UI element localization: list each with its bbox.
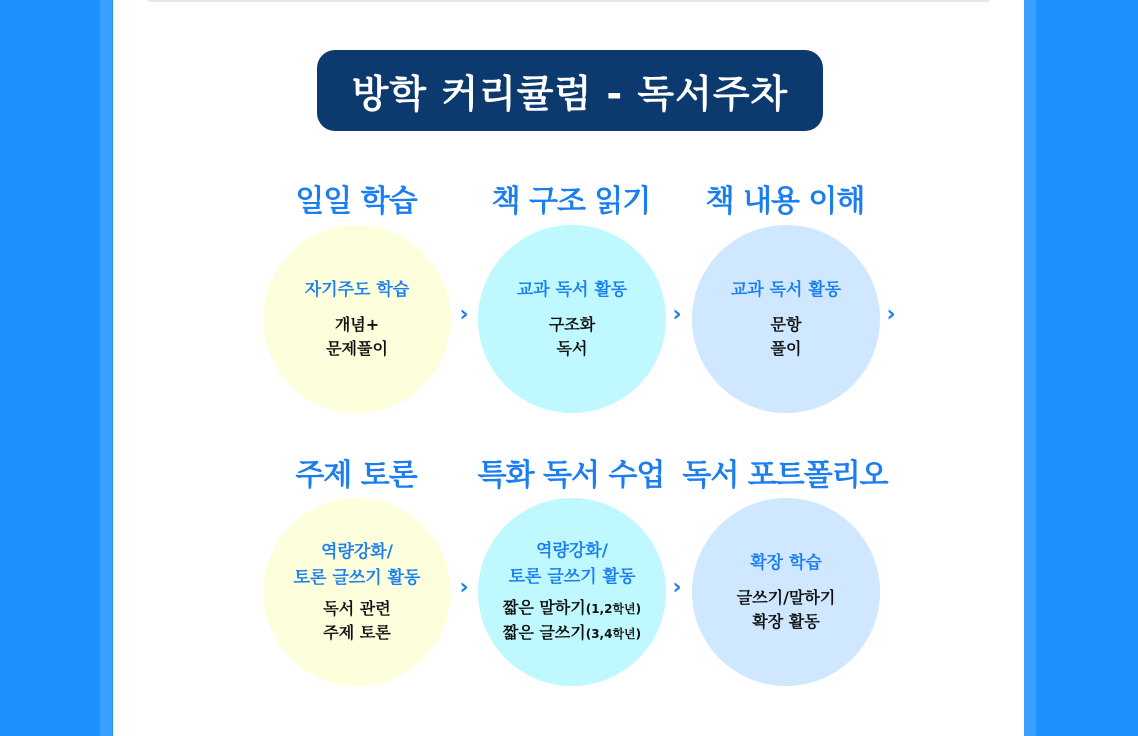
right-edge-strip xyxy=(1024,0,1036,736)
step-body-line: 문항 xyxy=(770,315,802,334)
step-circle-special-reading xyxy=(478,498,666,686)
chevron-right-icon: › xyxy=(459,575,469,600)
step-circle-topic-debate xyxy=(263,498,451,686)
step-circle-book-structure xyxy=(478,225,666,413)
step-body-note: (1,2학년) xyxy=(585,602,642,616)
step-head: 교과 독서 활동 xyxy=(516,280,628,300)
step-body-note: (3,4학년) xyxy=(585,627,642,641)
step-head-line: 역량강화/ xyxy=(536,541,608,561)
step-body-line: 확장 활동 xyxy=(752,612,820,631)
step-body-line: 문제풀이 xyxy=(326,339,388,358)
step-title-daily-study: 일일 학습 xyxy=(295,184,417,219)
step-body-line: 독서 관련 xyxy=(323,599,391,618)
step-head: 교과 독서 활동 xyxy=(730,280,842,300)
step-body-line: 글쓰기/말하기 xyxy=(736,588,836,607)
step-head: 확장 학습 xyxy=(750,553,822,573)
step-body-line: 개념+ xyxy=(334,315,380,334)
step-body-main: 짧은 글쓰기 xyxy=(502,623,586,642)
step-head-line: 역량강화/ xyxy=(321,542,393,562)
step-title-special-reading: 특화 독서 수업 xyxy=(477,458,665,493)
step-head xyxy=(294,539,421,591)
step-body-line xyxy=(503,621,641,646)
step-head xyxy=(509,538,636,590)
step-title-book-content: 책 내용 이해 xyxy=(705,184,865,219)
chevron-right-icon: › xyxy=(672,302,682,327)
curriculum-panel xyxy=(113,0,1024,736)
step-circle-reading-portfolio xyxy=(692,498,880,686)
step-body-line: 구조화 xyxy=(548,315,596,334)
top-divider xyxy=(148,0,989,2)
left-edge-strip xyxy=(100,0,112,736)
step-body-line: 풀이 xyxy=(770,339,802,358)
step-body-line: 독서 xyxy=(556,339,588,358)
step-head-line: 토론 글쓰기 활동 xyxy=(293,568,421,588)
step-title-book-structure: 책 구조 읽기 xyxy=(491,184,651,219)
chevron-right-icon: › xyxy=(459,302,469,327)
step-title-topic-debate: 주제 토론 xyxy=(295,458,417,493)
chevron-right-icon: › xyxy=(672,575,682,600)
chevron-right-icon: › xyxy=(886,302,896,327)
step-head-line: 토론 글쓰기 활동 xyxy=(508,567,636,587)
step-circle-daily-study xyxy=(263,225,451,413)
step-body-line xyxy=(503,596,641,621)
step-body-line: 주제 토론 xyxy=(323,623,391,642)
step-circle-book-content xyxy=(692,225,880,413)
step-title-reading-portfolio: 독서 포트폴리오 xyxy=(682,458,888,493)
step-head: 자기주도 학습 xyxy=(304,280,410,300)
page-title: 방학 커리큘럼 - 독서주차 xyxy=(317,50,823,131)
step-body-main: 짧은 말하기 xyxy=(502,598,586,617)
